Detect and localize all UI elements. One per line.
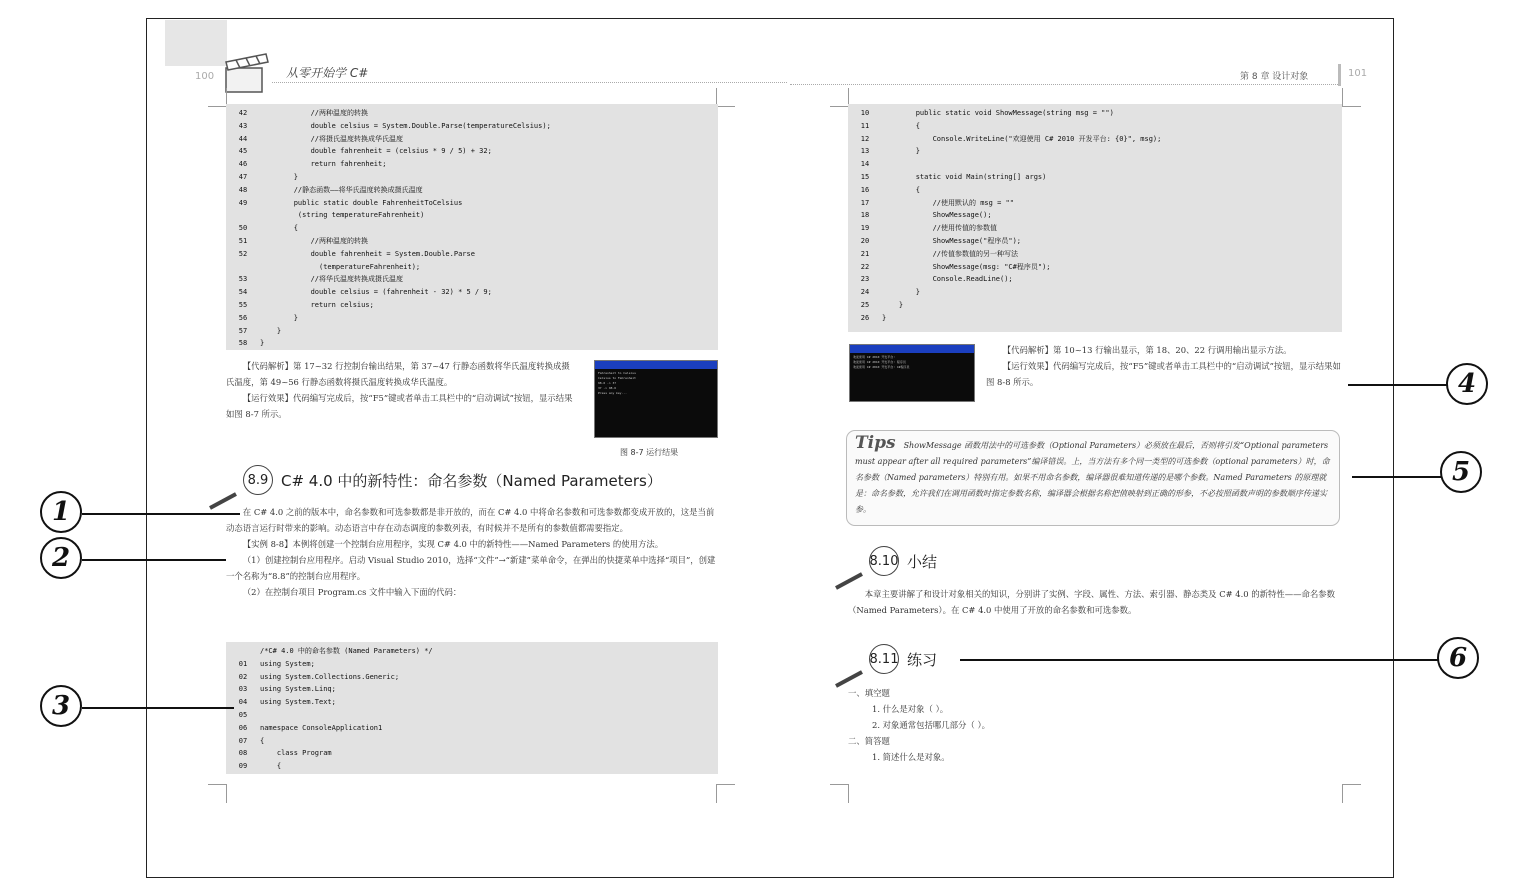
crop-mark <box>208 88 227 107</box>
code-text: using System.Text; <box>260 698 336 707</box>
exercise-heading-1: 一、填空题 <box>848 688 890 698</box>
line-number: 12 <box>860 134 870 143</box>
left-header-tab <box>165 20 227 66</box>
tips-box <box>846 430 1340 526</box>
console-screenshot <box>849 344 975 402</box>
line-number: 09 <box>238 762 248 771</box>
line-number: 51 <box>238 236 248 245</box>
line-number: 54 <box>238 288 248 297</box>
code-text: //传值参数值的另一种写法 <box>882 249 1019 258</box>
code-line <box>226 120 718 133</box>
tips-text: ShowMessage 函数用法中的可选参数（Optional Parameters）必须放在最后，否则将引发“Optional parameters must appear after all required parameters”编译错误。上，当方法有多个同一类型的可选参数（optional parameters）时，命名参数（Named parameters）特别有用。如果不用命名参数，编译器很难知道传递的是哪个参数。Named Parameters 的原理就是：命名参数，允许我们在调用函数时指定参数名称，编译器会根据名称把值映射到正确的形参，不必按照函数声明的参数顺序传递实参。 <box>855 441 1330 514</box>
line-number: 21 <box>860 249 870 258</box>
code-text: //两种温度的转换 <box>260 109 369 117</box>
line-number: 23 <box>860 275 870 284</box>
line-number: 20 <box>860 236 870 245</box>
tips-label: Tips <box>855 433 896 453</box>
line-number: 47 <box>238 172 248 181</box>
line-number: 07 <box>238 736 248 745</box>
effect-text: 【运行效果】代码编写完成后，按“F5”键或者单击工具栏中的“启动调试”按钮，显示结果如图 8-8 所示。 <box>986 361 1341 387</box>
line-number: 52 <box>238 249 248 258</box>
code-text: //静态函数——将华氏温度转换成摄氏温度 <box>260 185 423 194</box>
exercise-item: 1. 简述什么是对象。 <box>872 752 950 762</box>
line-number: 44 <box>238 134 248 143</box>
right-header-rule <box>790 84 1338 85</box>
code-line <box>848 235 1342 248</box>
section-body <box>226 504 718 600</box>
code-line <box>226 235 718 248</box>
code-text: } <box>260 326 282 335</box>
code-text: using System; <box>260 659 315 668</box>
section-heading-8-10 <box>869 546 937 576</box>
code-line <box>226 209 718 222</box>
crop-mark <box>1342 88 1361 107</box>
code-text: { <box>882 121 920 130</box>
right-header-bar <box>1338 64 1341 86</box>
code-text: ShowMessage("程序员"); <box>882 236 1022 245</box>
code-text: /*C# 4.0 中的命名参数 (Named Parameters) */ <box>260 647 433 655</box>
line-number: 02 <box>238 672 248 681</box>
console-output: 欢迎使用 C# 2010 开发平台: 欢迎使用 C# 2010 开发平台: 程序员 欢迎使用 C# 2010 开发平台: C#程序员 <box>853 355 910 369</box>
code-line <box>226 658 718 671</box>
callout-1-leader <box>82 513 240 515</box>
analysis-text: 【代码解析】第 17~32 行控制台输出结果，第 37~47 行静态函数将华氏温度转换成摄氏温度，第 49~56 行静态函数将摄氏温度转换成华氏温度。 <box>226 361 570 387</box>
code-text: Console.WriteLine("欢迎使用 C# 2010 开发平台: {0}", msg); <box>882 134 1162 143</box>
exercise-list <box>848 685 1342 765</box>
step-2-text: （2）在控制台项目 Program.cs 文件中输入下面的代码： <box>242 587 462 597</box>
section-heading-8-9 <box>243 465 662 495</box>
exercise-item: 1. 什么是对象（ ）。 <box>872 704 949 714</box>
line-number: 46 <box>238 160 248 169</box>
code-line <box>848 184 1342 197</box>
code-line <box>226 273 718 286</box>
code-text: } <box>260 339 265 348</box>
callout-3: 3 <box>40 685 82 727</box>
code-line <box>226 645 718 658</box>
section-number: 8.11 <box>869 644 899 674</box>
line-number: 57 <box>238 326 248 335</box>
intro-text: 在 C# 4.0 之前的版本中，命名参数和可选参数都是非开放的，而在 C# 4.0 中将命名参数和可选参数都变成开放的，这是当前动态语言运行时带来的影响。动态语言中存在动态调度的参数列表，有时候并不是所有的参数值都需要指定。 <box>226 507 715 533</box>
code-line <box>226 325 718 338</box>
code-text: } <box>882 147 920 156</box>
code-text: Console.ReadLine(); <box>882 275 1013 284</box>
code-line <box>848 261 1342 274</box>
callout-2-leader <box>82 559 226 561</box>
exercise-item: 2. 对象通常包括哪几部分（ ）。 <box>872 720 990 730</box>
code-text: public static double FahrenheitToCelsius <box>260 198 463 207</box>
crop-mark <box>716 784 735 803</box>
line-number: 15 <box>860 172 870 181</box>
line-number: 18 <box>860 211 870 220</box>
example-text: 【实例 8-8】本例将创建一个控制台应用程序，实现 C# 4.0 中的新特性——Named Parameters 的使用方法。 <box>242 539 664 549</box>
analysis-text: 【代码解析】第 10~13 行输出显示，第 18、20、22 行调用输出显示方法。 <box>1002 345 1292 355</box>
code-line <box>226 683 718 696</box>
code-line <box>848 145 1342 158</box>
book-title: 从零开始学 C# <box>286 66 369 80</box>
code-text: //将华氏温度转换成摄氏温度 <box>260 275 404 284</box>
code-line <box>226 709 718 722</box>
code-text: ShowMessage(msg: "C#程序员"); <box>882 262 1051 271</box>
code-line <box>226 312 718 325</box>
code-text: double celsius = System.Double.Parse(temperatureCelsius); <box>260 121 551 130</box>
code-text: { <box>260 736 265 745</box>
code-line <box>226 299 718 312</box>
figure-caption: 图 8-7 运行结果 <box>620 448 679 457</box>
code-analysis <box>226 358 578 422</box>
callout-4-leader <box>1348 384 1448 386</box>
callout-4: 4 <box>1446 363 1488 405</box>
line-number: 11 <box>860 121 870 130</box>
code-text: namespace ConsoleApplication1 <box>260 723 383 732</box>
line-number: 03 <box>238 685 248 694</box>
crop-mark <box>1342 784 1361 803</box>
code-line <box>848 120 1342 133</box>
code-line <box>226 222 718 235</box>
code-line <box>226 337 718 350</box>
line-number: 17 <box>860 198 870 207</box>
code-line <box>226 171 718 184</box>
callout-2: 2 <box>40 537 82 579</box>
crop-mark <box>208 784 227 803</box>
line-number: 56 <box>238 313 248 322</box>
crop-mark <box>830 88 849 107</box>
line-number: 58 <box>238 339 248 348</box>
code-line <box>226 671 718 684</box>
line-number: 49 <box>238 198 248 207</box>
code-line <box>226 145 718 158</box>
chapter-title: 第 8 章 设计对象 <box>1240 72 1309 82</box>
code-line <box>226 133 718 146</box>
code-line <box>848 222 1342 235</box>
code-text: using System.Linq; <box>260 685 336 694</box>
line-number: 14 <box>860 160 870 169</box>
console-screenshot <box>594 360 718 438</box>
code-text: } <box>882 288 920 297</box>
code-line <box>226 286 718 299</box>
line-number: 04 <box>238 698 248 707</box>
line-number: 06 <box>238 723 248 732</box>
line-number: 25 <box>860 300 870 309</box>
code-line <box>226 722 718 735</box>
code-text: class Program <box>260 749 332 758</box>
line-number: 48 <box>238 185 248 194</box>
callout-5: 5 <box>1440 451 1482 493</box>
line-number: 42 <box>238 109 248 117</box>
summary-text: 本章主要讲解了和设计对象相关的知识，分别讲了实例、字段、属性、方法、索引器、静态类及 C# 4.0 的新特性——命名参数（Named Parameters）。在 C# 4.0 中使用了开放的命名参数和可选参数。 <box>848 589 1336 615</box>
console-output: Fahrenheit to Celsius Celsius to Fahrenheit 98.6 -> 37 37 -> 98.6 Press any key... <box>598 371 636 395</box>
console-titlebar <box>595 361 717 369</box>
code-text: //将摄氏温度转换成华氏温度 <box>260 134 404 143</box>
code-line <box>848 286 1342 299</box>
code-text: (string temperatureFahrenheit) <box>260 211 425 220</box>
line-number: 16 <box>860 185 870 194</box>
code-line <box>226 760 718 773</box>
exercise-heading-2: 二、简答题 <box>848 736 890 746</box>
line-number: 26 <box>860 313 870 322</box>
line-number: 19 <box>860 224 870 233</box>
code-text: //使用传值的参数值 <box>882 224 998 233</box>
line-number: 55 <box>238 300 248 309</box>
code-text: return fahrenheit; <box>260 160 387 169</box>
code-analysis <box>986 342 1342 390</box>
code-line <box>226 747 718 760</box>
code-line <box>848 171 1342 184</box>
code-text: public static void ShowMessage(string msg = "") <box>882 109 1114 117</box>
section-title: 小结 <box>907 552 938 571</box>
code-line <box>848 299 1342 312</box>
code-line <box>848 248 1342 261</box>
code-text: ShowMessage(); <box>882 211 992 220</box>
console-titlebar <box>850 345 974 353</box>
code-line <box>226 158 718 171</box>
code-text: double celsius = (fahrenheit - 32) * 5 / 9; <box>260 288 492 297</box>
code-text: return celsius; <box>260 300 374 309</box>
code-text: (temperatureFahrenheit); <box>260 262 421 271</box>
code-line <box>226 107 718 120</box>
code-line <box>848 158 1342 171</box>
code-line <box>226 696 718 709</box>
code-text: //使用默认的 msg = "" <box>882 198 1014 207</box>
line-number: 05 <box>238 710 248 719</box>
callout-6: 6 <box>1437 637 1479 679</box>
left-page-number: 100 <box>195 71 215 82</box>
code-text: } <box>882 313 887 322</box>
step-1-text: （1）创建控制台应用程序。启动 Visual Studio 2010，选择“文件”→“新建”菜单命令，在弹出的快捷菜单中选择“项目”，创建一个名称为“8.8”的控制台应用程序。 <box>226 555 716 581</box>
callout-6-leader <box>960 659 1440 661</box>
code-line <box>226 184 718 197</box>
line-number: 43 <box>238 121 248 130</box>
line-number: 13 <box>860 147 870 156</box>
callout-5-leader <box>1352 476 1442 478</box>
line-number: 45 <box>238 147 248 156</box>
code-text: } <box>260 172 298 181</box>
code-line <box>226 248 718 261</box>
callout-3-leader <box>82 707 234 709</box>
line-number: 53 <box>238 275 248 284</box>
section-heading-8-11 <box>869 644 937 674</box>
clapper-icon <box>222 50 272 100</box>
code-text: double fahrenheit = (celsius * 9 / 5) + 32; <box>260 147 492 156</box>
section-title: 练习 <box>907 650 938 669</box>
right-page-number: 101 <box>1348 68 1368 79</box>
code-line <box>848 133 1342 146</box>
line-number: 08 <box>238 749 248 758</box>
code-text: double fahrenheit = System.Double.Parse <box>260 249 475 258</box>
code-line <box>848 273 1342 286</box>
section-number: 8.9 <box>243 465 273 495</box>
section-title: C# 4.0 中的新特性：命名参数（Named Parameters） <box>281 471 662 490</box>
section-number: 8.10 <box>869 546 899 576</box>
line-number: 22 <box>860 262 870 271</box>
code-text: static void Main(string[] args) <box>882 172 1047 181</box>
code-line <box>848 107 1342 120</box>
code-text: //两种温度的转换 <box>260 236 369 245</box>
callout-1: 1 <box>40 491 82 533</box>
code-block <box>226 104 718 350</box>
line-number: 50 <box>238 224 248 233</box>
code-line <box>848 312 1342 325</box>
code-line <box>848 197 1342 210</box>
code-line <box>226 197 718 210</box>
left-header-rule <box>272 82 787 83</box>
code-text: } <box>260 313 298 322</box>
code-text: using System.Collections.Generic; <box>260 672 400 681</box>
code-line <box>848 209 1342 222</box>
code-text: } <box>882 300 904 309</box>
effect-text: 【运行效果】代码编写完成后，按“F5”键或者单击工具栏中的“启动调试”按钮，显示结果如图 8-7 所示。 <box>226 393 573 419</box>
code-text: { <box>260 224 298 233</box>
code-line <box>226 735 718 748</box>
code-line <box>226 261 718 274</box>
line-number: 24 <box>860 288 870 297</box>
code-block <box>848 104 1342 332</box>
line-number: 01 <box>238 659 248 668</box>
crop-mark <box>716 88 735 107</box>
code-text: { <box>882 185 920 194</box>
line-number: 10 <box>860 109 870 117</box>
code-text: { <box>260 762 282 771</box>
crop-mark <box>830 784 849 803</box>
code-block <box>226 642 718 774</box>
